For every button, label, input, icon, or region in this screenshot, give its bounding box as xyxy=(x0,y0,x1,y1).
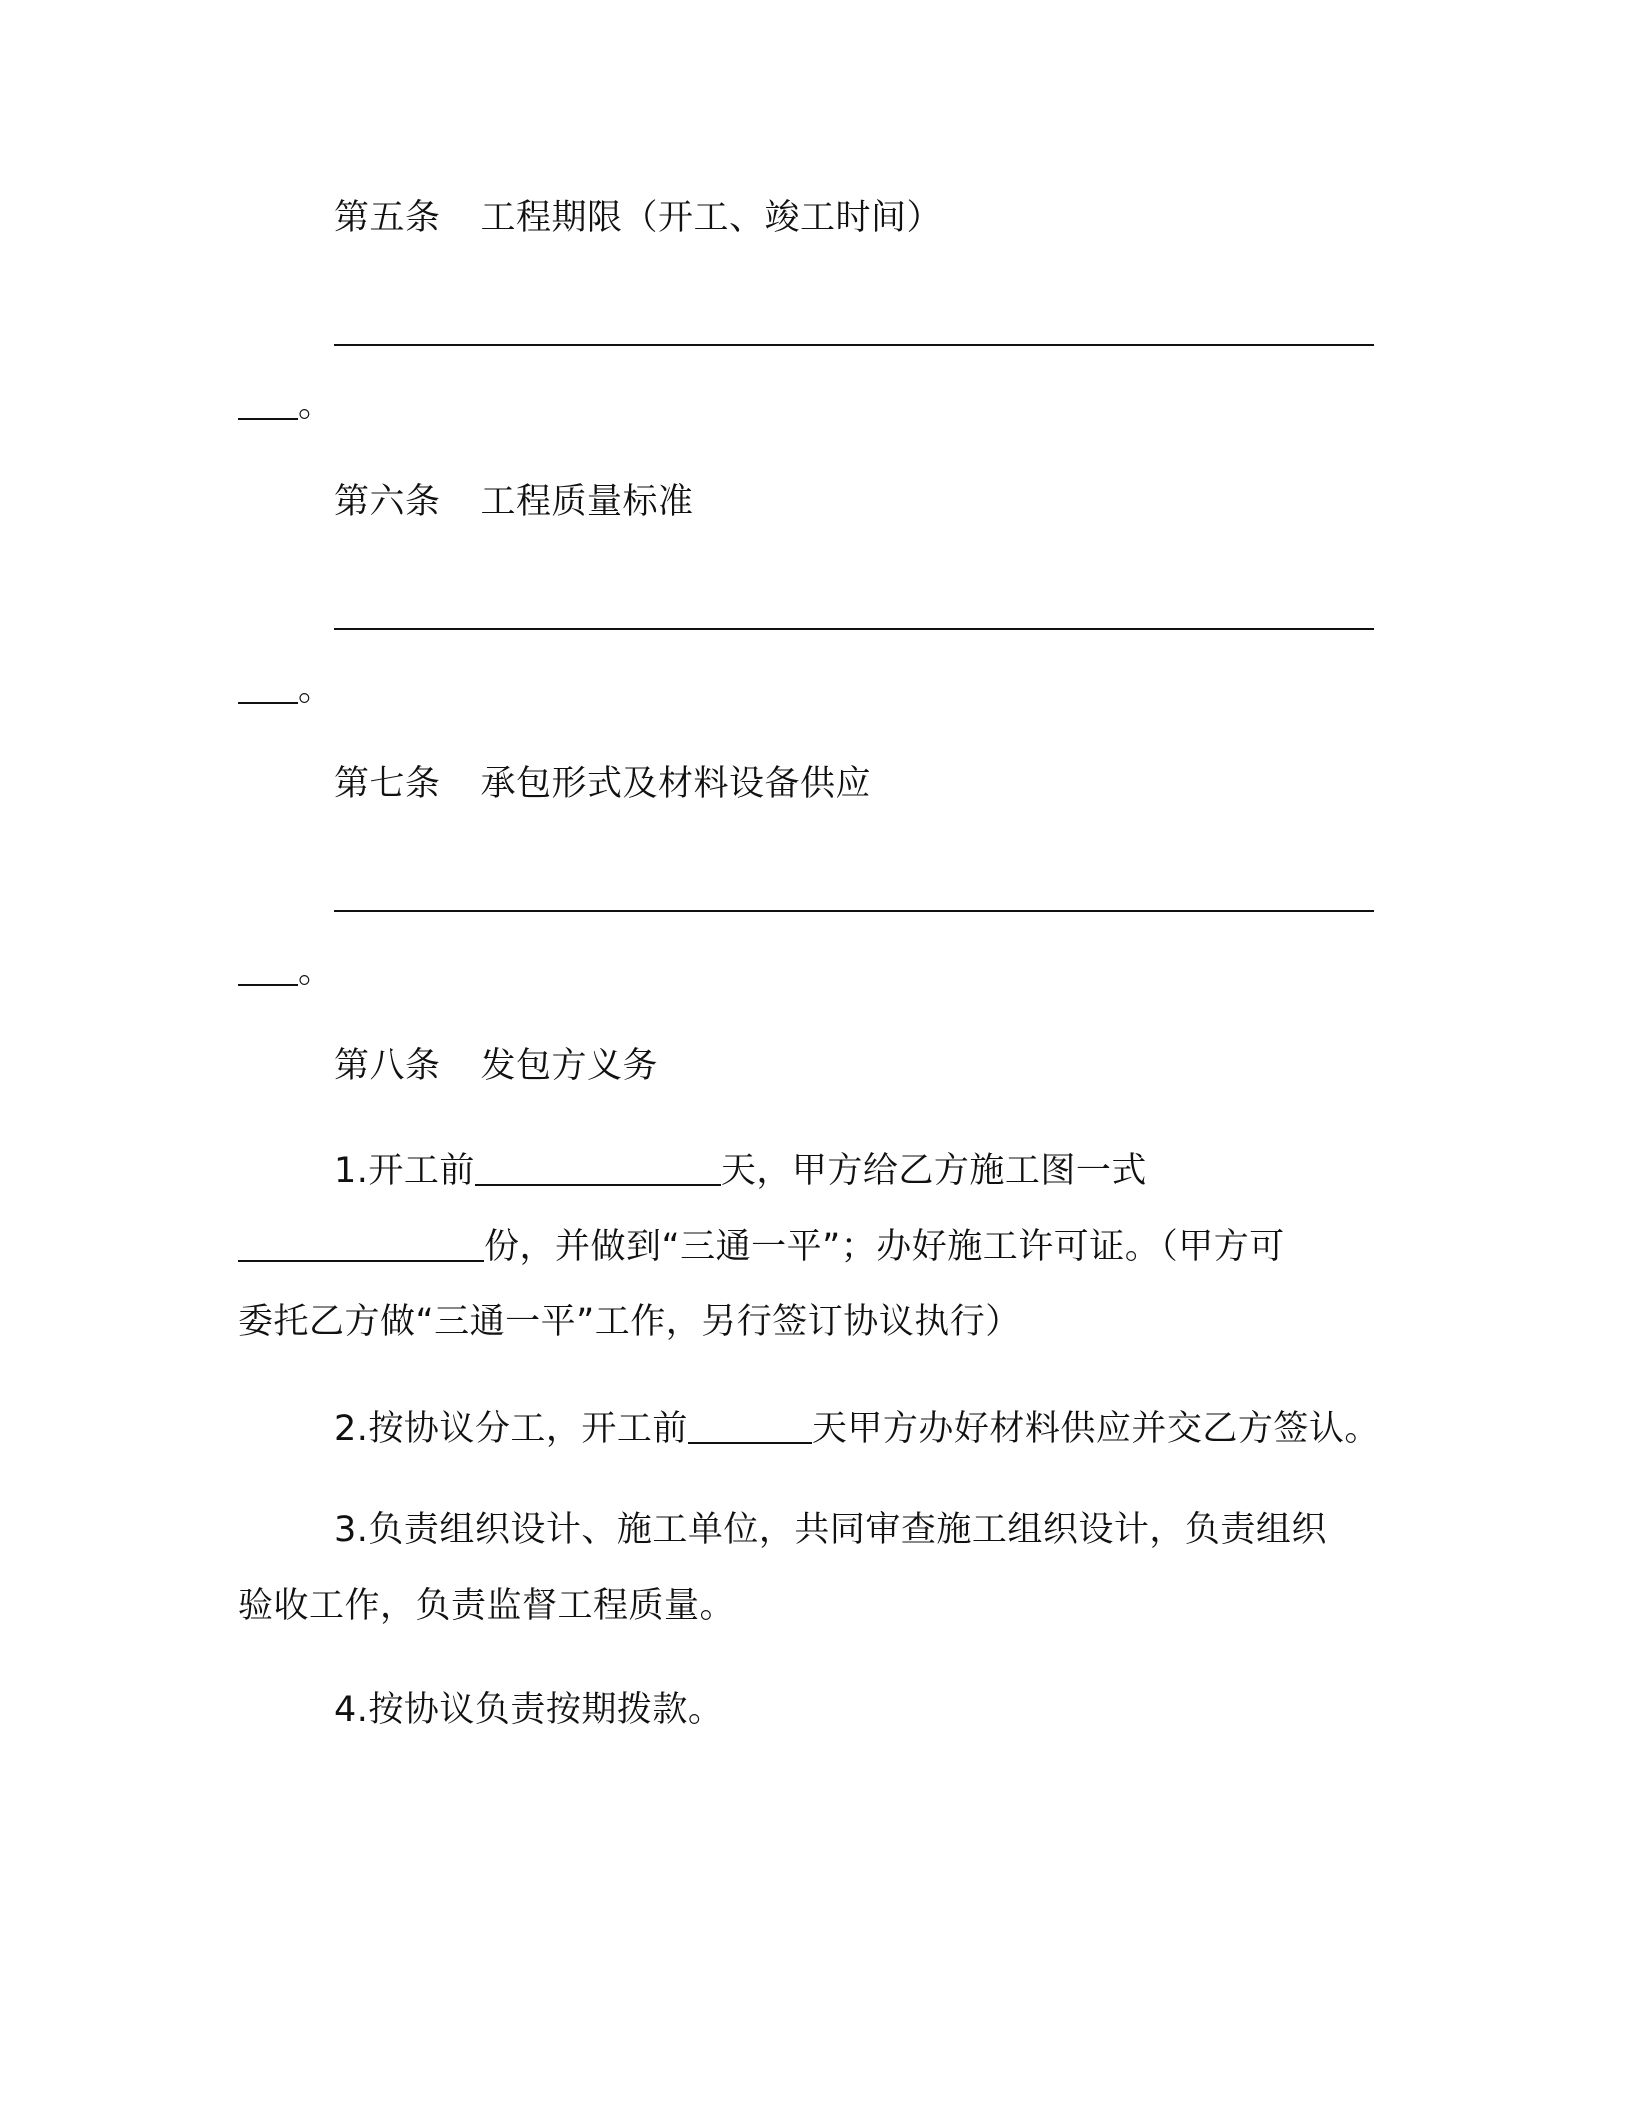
article-8-heading xyxy=(334,1042,658,1090)
clause-text: 天甲方办好材料供应并交乙方签认。 xyxy=(811,1409,1380,1449)
clause-text: 1.开工前 xyxy=(334,1151,475,1191)
article-number: 第六条 xyxy=(334,482,441,522)
article-6-heading xyxy=(334,478,694,526)
fill-in-blank[interactable] xyxy=(238,384,298,420)
days-blank[interactable] xyxy=(475,1150,721,1186)
clause-3-line-1 xyxy=(334,1506,1327,1554)
fill-in-line-tail xyxy=(238,664,333,713)
clause-text: 3.负责组织设计、施工单位，共同审查施工组织设计，负责组织 xyxy=(334,1510,1327,1550)
clause-2 xyxy=(334,1404,1380,1453)
article-5-heading xyxy=(334,194,942,242)
period: 。 xyxy=(298,385,334,425)
article-number: 第八条 xyxy=(334,1046,441,1086)
clause-text: 验收工作，负责监督工程质量。 xyxy=(238,1586,736,1626)
article-title: 工程期限（开工、竣工时间） xyxy=(480,198,943,238)
days-blank[interactable] xyxy=(688,1408,812,1444)
period: 。 xyxy=(298,951,334,991)
clause-text: 2.按协议分工，开工前 xyxy=(334,1409,688,1449)
fill-in-line-tail xyxy=(238,946,333,995)
fill-in-line[interactable] xyxy=(334,910,1374,912)
clause-text: 委托乙方做“三通一平”工作，另行签订协议执行） xyxy=(238,1302,1021,1342)
article-title: 发包方义务 xyxy=(480,1046,659,1086)
clause-1-line-1 xyxy=(334,1146,1147,1195)
article-number: 第五条 xyxy=(334,198,441,238)
fill-in-line[interactable] xyxy=(334,344,1374,346)
clause-text: 4.按协议负责按期拨款。 xyxy=(334,1690,724,1730)
clause-text: 份，并做到“三通一平”；办好施工许可证。（甲方可 xyxy=(484,1227,1285,1267)
article-number: 第七条 xyxy=(334,764,441,804)
fill-in-blank[interactable] xyxy=(238,950,298,986)
fill-in-blank[interactable] xyxy=(238,668,298,704)
article-7-heading xyxy=(334,760,871,808)
period: 。 xyxy=(298,669,334,709)
clause-3-line-2 xyxy=(238,1582,735,1630)
clause-1-line-2 xyxy=(238,1222,1285,1271)
clause-1-line-3 xyxy=(238,1298,1021,1346)
article-title: 承包形式及材料设备供应 xyxy=(480,764,872,804)
article-title: 工程质量标准 xyxy=(480,482,694,522)
clause-4 xyxy=(334,1686,723,1734)
clause-text: 天，甲方给乙方施工图一式 xyxy=(720,1151,1147,1191)
copies-blank[interactable] xyxy=(238,1226,484,1262)
fill-in-line[interactable] xyxy=(334,628,1374,630)
fill-in-line-tail xyxy=(238,380,333,429)
